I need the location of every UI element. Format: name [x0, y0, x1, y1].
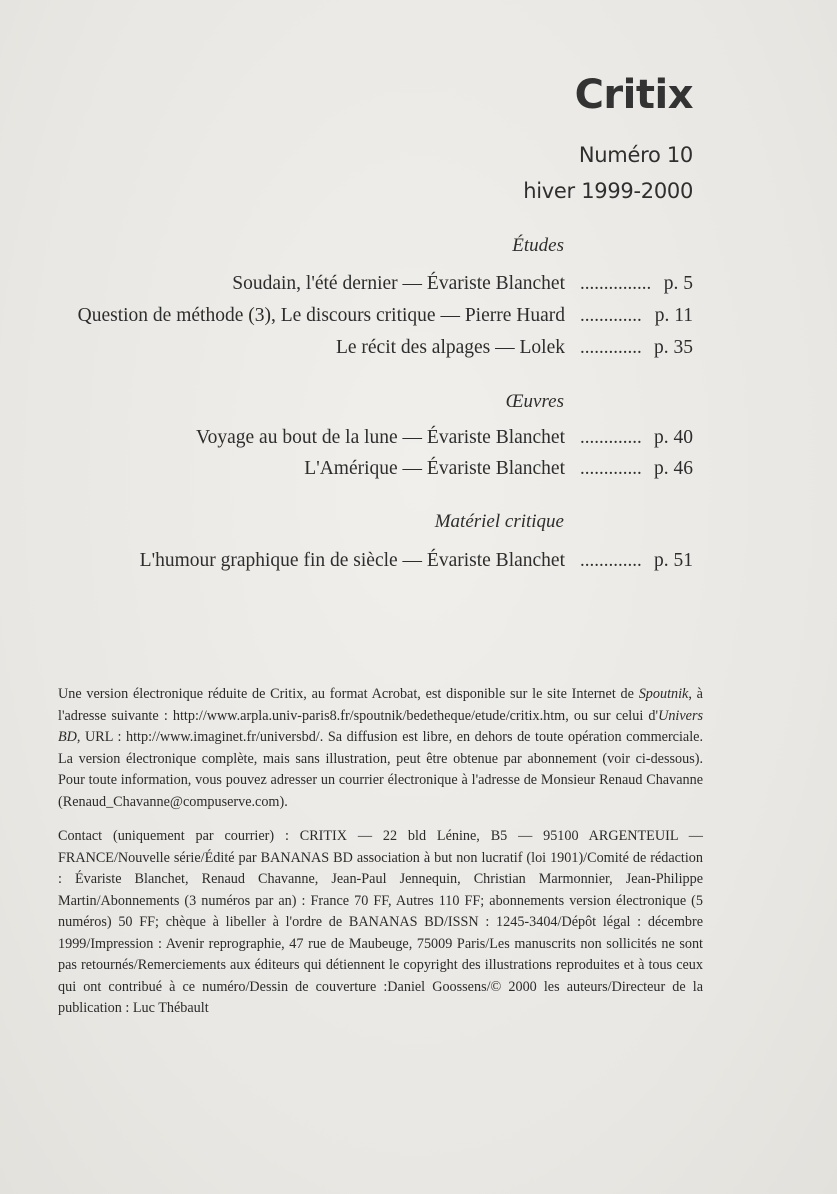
toc-page-number: p. 5 [663, 273, 693, 294]
toc-leader-dots: ............. [580, 550, 642, 571]
issue-season: hiver 1999-2000 [523, 179, 693, 203]
paragraph-text: Une version électronique réduite de Critix, au format Acrobat, est disponible sur le site Internet de [58, 686, 639, 702]
paragraph-text: , URL : http://www.imaginet.fr/universbd/. Sa diffusion est libre, en dehors de toute opération commerciale. La version électronique complète, mais sans illustration, peut être obtenue par abonnement (voir ci-dessous). Pour toute information, vous pouvez adresser un courrier électronique à l'adresse de Monsieur Renaud Chavanne (Renaud_Chavanne@compuserve.com). [58, 729, 703, 810]
contact-colophon-paragraph: Contact (uniquement par courrier) : CRITIX — 22 bld Lénine, B5 — 95100 ARGENTEUIL — FRANCE/Nouvelle série/Édité par BANANAS BD association à but non lucratif (loi 1901)/Comité de rédaction : Évariste Blanchet, Renaud Chavanne, Jean-Paul Jennequin, Christian Marmonnier, Jean-Philippe Martin/Abonnements (3 numéros par an) : France 70 FF, Autres 110 FF; abonnements version électronique (5 numéros) 50 FF; chèque à libeller à l'ordre de BANANAS BD/ISSN : 1245-3404/Dépôt légal : décembre 1999/Impression : Avenir reprographie, 47 rue de Maubeuge, 75009 Paris/Les manuscrits non sollicités ne sont pas retournés/Remerciements aux éditeurs qui détiennent le copyright des illustrations reproduites et à tous ceux qui ont contribué à ce numéro/Dessin de couverture :Daniel Goossens/© 2000 les auteurs/Directeur de la publication : Luc Thébault [58, 828, 703, 1016]
toc-leader-dots: ............. [580, 427, 642, 448]
issue-number: Numéro 10 [578, 143, 693, 167]
toc-page-number: p. 51 [654, 550, 693, 571]
toc-leader-dots: ............. [580, 458, 642, 479]
section-heading-oeuvres: Œuvres [505, 391, 564, 412]
toc-page-number: p. 46 [654, 458, 693, 479]
toc-page-number: p. 35 [654, 337, 693, 358]
toc-entry-title: Le récit des alpages — Lolek [335, 337, 565, 358]
toc-page-number: p. 11 [654, 305, 693, 326]
toc-page-number: p. 40 [654, 427, 693, 448]
toc-entry-title: L'humour graphique fin de siècle — Évariste Blanchet [139, 550, 565, 571]
toc-entry-title: Soudain, l'été dernier — Évariste Blanchet [232, 273, 565, 294]
toc-entry [0, 337, 837, 363]
section-heading-etudes: Études [512, 235, 564, 256]
toc-entry [0, 458, 837, 484]
site-name-univers-bd: Univers BD [58, 707, 703, 745]
electronic-version-paragraph [58, 684, 703, 813]
toc-leader-dots: ............... [580, 273, 652, 294]
toc-entry-title: L'Amérique — Évariste Blanchet [304, 458, 565, 479]
toc-entry [0, 427, 837, 453]
section-heading-materiel-critique: Matériel critique [434, 511, 564, 532]
toc-entry-title: Voyage au bout de la lune — Évariste Blanchet [196, 427, 565, 448]
site-name-spoutnik: Spoutnik [638, 686, 689, 702]
toc-leader-dots: ............. [580, 337, 642, 358]
toc-entry [0, 273, 837, 299]
toc-entry [0, 550, 837, 576]
toc-leader-dots: ............. [580, 305, 642, 326]
paragraph-text: , à l'adresse suivante : http://www.arpla.univ-paris8.fr/spoutnik/bedetheque/etude/critix.htm, ou sur celui d' [58, 686, 703, 724]
toc-entry-title: Question de méthode (3), Le discours critique — Pierre Huard [77, 305, 565, 326]
toc-entry [0, 305, 837, 331]
magazine-title: Critix [574, 72, 693, 118]
